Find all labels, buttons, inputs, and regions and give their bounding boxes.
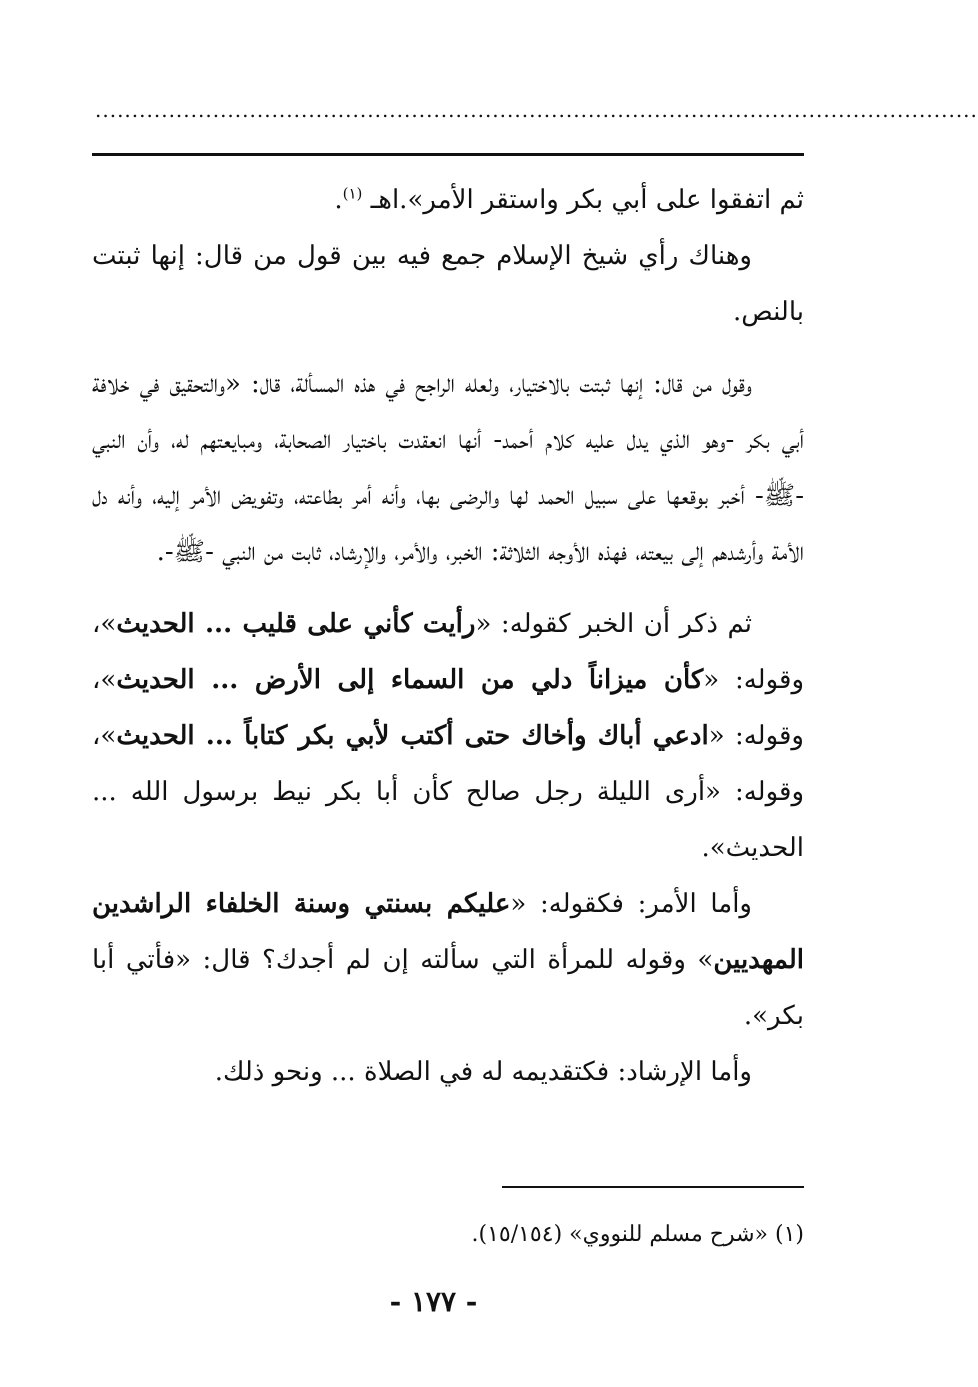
footnote-separator (502, 1186, 804, 1188)
page-number: - ١٧٧ - (389, 1285, 478, 1318)
main-text (92, 172, 804, 1100)
text-run: »، وقوله: « (92, 665, 804, 751)
text-run: وقول من قال: إنها ثبتت بالاختيار، ولعله الراجح في هذه المسألة، قال: «والتحقيق في خلافة أبي بكر -وهو الذي يدل عليه كلام أحمد- أنها انعقدت باختيار الصحابة، ومبايعتهم له، وأن النبي -ﷺ- أخبر بوقعها على سبيل الحمد لها والرضى بها، وأنه أمر بطاعته، وتفويض الأمر إليه، وأنه دل الأمة وأرشدهم إلى بيعته، فهذه الأوجه الثلاثة: الخبر، والأمر، والإرشاد، ثابت من النبي -ﷺ-. (92, 369, 804, 567)
text-run: »، وقوله: « (92, 609, 804, 695)
text-run: » وقوله للمرأة التي سألته إن لم أجدك؟ قال: «فأتي أبا بكر». (92, 945, 804, 1031)
paragraph-p2 (92, 228, 804, 340)
paragraph-p6 (92, 1044, 804, 1100)
footnote: (١) «شرح مسلم للنووي» (١٥/١٥٤). (471, 1222, 804, 1247)
paragraph-p1 (92, 172, 804, 228)
paragraph-p5 (92, 876, 804, 1044)
hadith-quote: ادعي أباك وأخاك حتى أكتب لأبي بكر كتاباً ... الحديث (116, 721, 709, 751)
text-run: وأما الإرشاد: فكتقديمه له في الصلاة ... ونحو ذلك. (214, 1057, 752, 1087)
hadith-quote: كأن ميزاناً دلي من السماء إلى الأرض ... الحديث (116, 665, 704, 695)
footnote-ref: (١) (342, 184, 363, 203)
paragraph-p3 (92, 356, 804, 580)
hadith-quote: عليكم بسنتي وسنة الخلفاء الراشدين المهديين (92, 889, 804, 975)
text-run: وأما الأمر: فكقوله: « (510, 889, 752, 919)
header-dotted-line: ........................................................................................................................ (95, 98, 978, 122)
text-run: ثم اتفقوا على أبي بكر واستقر الأمر».اهـ (362, 185, 804, 215)
header-rule (92, 153, 804, 156)
text-run: »، وقوله: «أرى الليلة رجل صالح كأن أبا بكر نيط برسول الله ... الحديث». (92, 721, 804, 863)
text-run: . (334, 185, 343, 215)
text-run: ثم ذكر أن الخبر كقوله: « (475, 609, 752, 639)
hadith-quote: رأيت كأني على قليب ... الحديث (116, 609, 476, 639)
paragraph-p4 (92, 596, 804, 876)
text-run: وهناك رأي شيخ الإسلام جمع فيه بين قول من قال: إنها ثبتت بالنص. (92, 241, 804, 327)
